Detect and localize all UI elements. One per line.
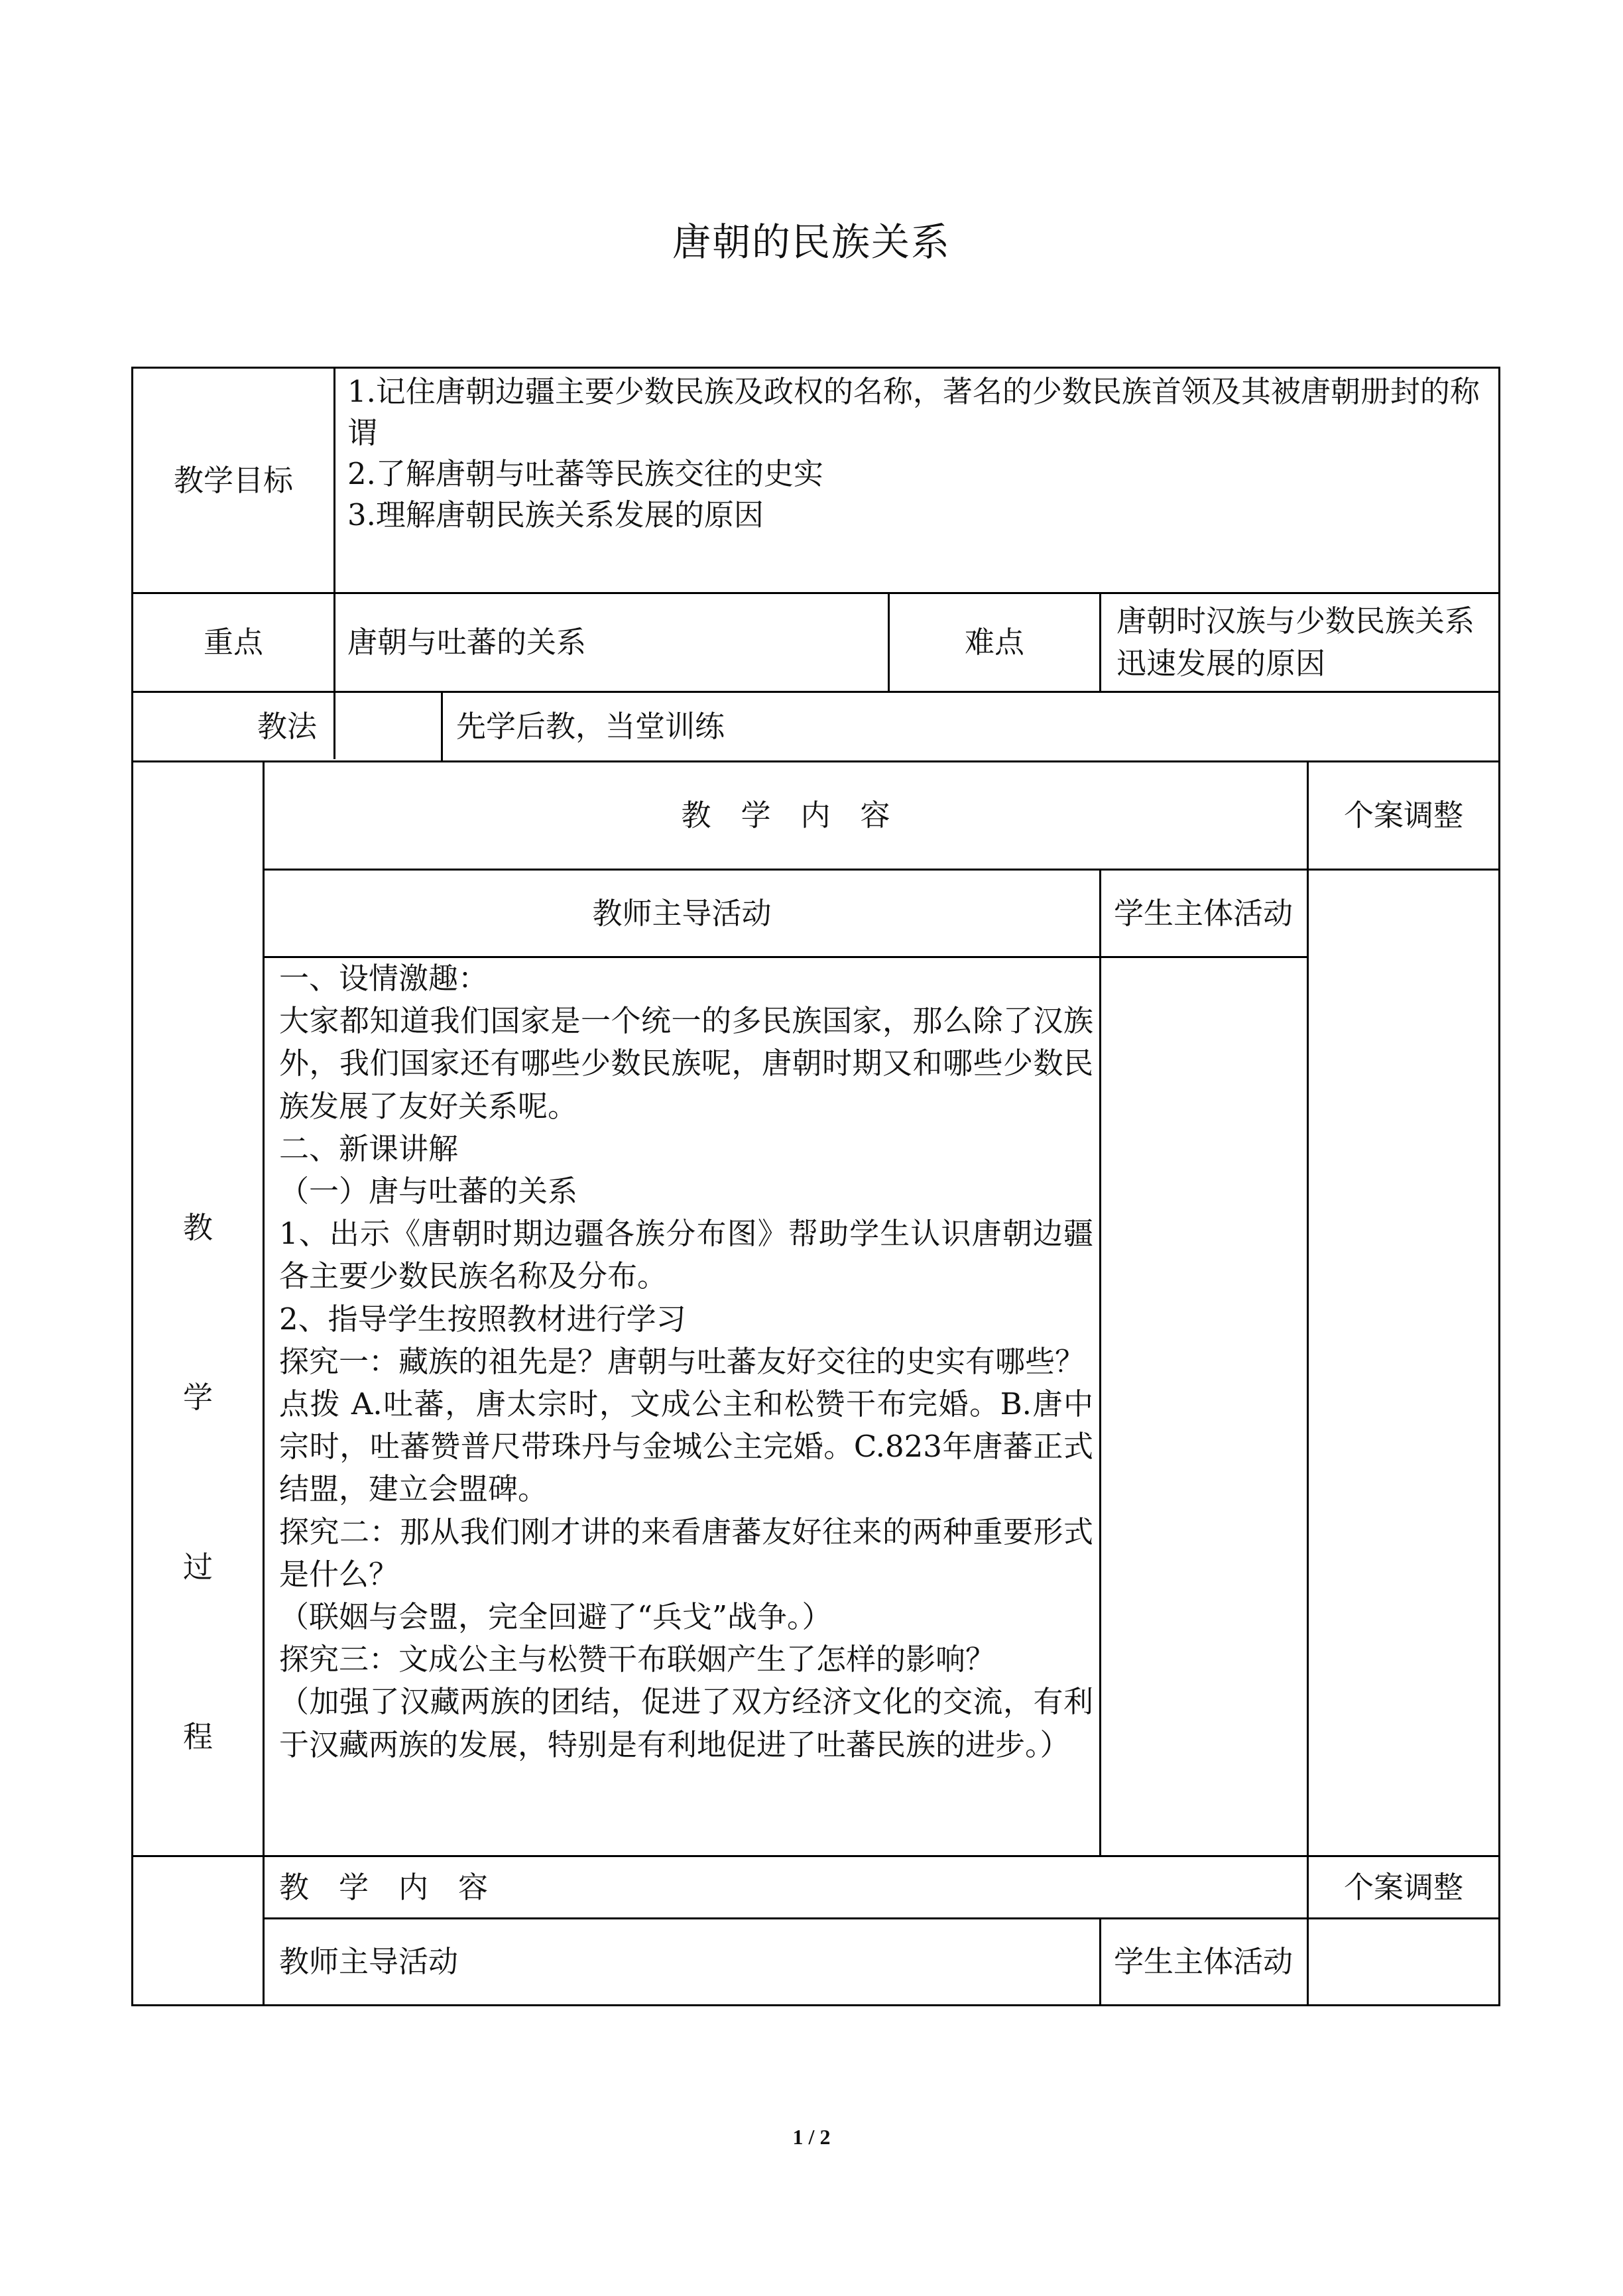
body-line-8: 点拨 A.吐蕃，唐太宗时，文成公主和松赞干布完婚。B.唐中宗时，吐蕃赞普尺带珠丹与金城公主完婚。C.823年唐蕃正式结盟，建立会盟碑。 — [279, 1386, 1093, 1507]
body-line-12: （加强了汉藏两族的团结，促进了双方经济文化的交流，有利于汉藏两族的发展，特别是有利地促进了吐蕃民族的进步。） — [279, 1684, 1093, 1762]
student-header-2: 学生主体活动 — [1114, 1944, 1293, 1979]
body-line-2: 大家都知道我们国家是一个统一的多民族国家，那么除了汉族外，我们国家还有哪些少数民族呢，唐朝时期又和哪些少数民族发展了友好关系呢。 — [279, 1003, 1093, 1124]
side-char-1: 教 — [182, 1210, 213, 1245]
goals-content — [347, 371, 1488, 536]
body-line-1: 一、设情激趣： — [279, 961, 489, 996]
page-number: 1 / 2 — [792, 2125, 831, 2149]
goal-item-3: 3.理解唐朝民族关系发展的原因 — [347, 497, 764, 532]
page-title: 唐朝的民族关系 — [672, 219, 951, 265]
body-line-11: 探究三：文成公主与松赞干布联姻产生了怎样的影响？ — [279, 1642, 996, 1677]
goal-item-2: 2.了解唐朝与吐蕃等民族交往的史实 — [347, 456, 823, 491]
teacher-header: 教师主导活动 — [592, 895, 772, 931]
content-header-2: 教 学 内 容 — [279, 1869, 489, 1905]
goal-item-1: 1.记住唐朝边疆主要少数民族及政权的名称，著名的少数民族首领及其被唐朝册封的称谓 — [347, 374, 1480, 450]
body-line-6: 2、指导学生按照教材进行学习 — [279, 1301, 686, 1337]
body-line-3: 二、新课讲解 — [279, 1130, 459, 1166]
adjust-header-2: 个案调整 — [1343, 1869, 1463, 1905]
side-char-3: 过 — [182, 1549, 213, 1585]
body-line-4: （一）唐与吐蕃的关系 — [279, 1174, 578, 1209]
key-text: 唐朝与吐蕃的关系 — [347, 625, 587, 660]
side-char-2: 学 — [182, 1380, 213, 1415]
goals-label: 教学目标 — [173, 462, 293, 498]
body-line-9: 探究二：那从我们刚才讲的来看唐蕃友好往来的两种重要形式是什么？ — [279, 1514, 1093, 1592]
adjust-header: 个案调整 — [1343, 798, 1463, 833]
process-body — [279, 957, 1093, 1766]
body-line-7: 探究一：藏族的祖先是？唐朝与吐蕃友好交往的史实有哪些？ — [279, 1343, 1085, 1379]
body-line-5: 1、出示《唐朝时期边疆各族分布图》帮助学生认识唐朝边疆各主要少数民族名称及分布。 — [279, 1216, 1093, 1294]
process-side-label — [133, 1207, 263, 1758]
difficulty-label: 难点 — [964, 625, 1024, 660]
side-char-4: 程 — [182, 1719, 213, 1754]
student-header: 学生主体活动 — [1114, 895, 1293, 931]
body-line-10: （联姻与会盟，完全回避了“兵戈”战争。） — [279, 1599, 832, 1635]
method-text: 先学后教，当堂训练 — [456, 709, 725, 744]
teacher-header-2: 教师主导活动 — [279, 1944, 459, 1979]
content-header: 教 学 内 容 — [681, 798, 890, 833]
method-label: 教法 — [257, 709, 317, 744]
key-label: 重点 — [203, 625, 263, 660]
difficulty-text: 唐朝时汉族与少数民族关系迅速发展的原因 — [1116, 603, 1475, 681]
